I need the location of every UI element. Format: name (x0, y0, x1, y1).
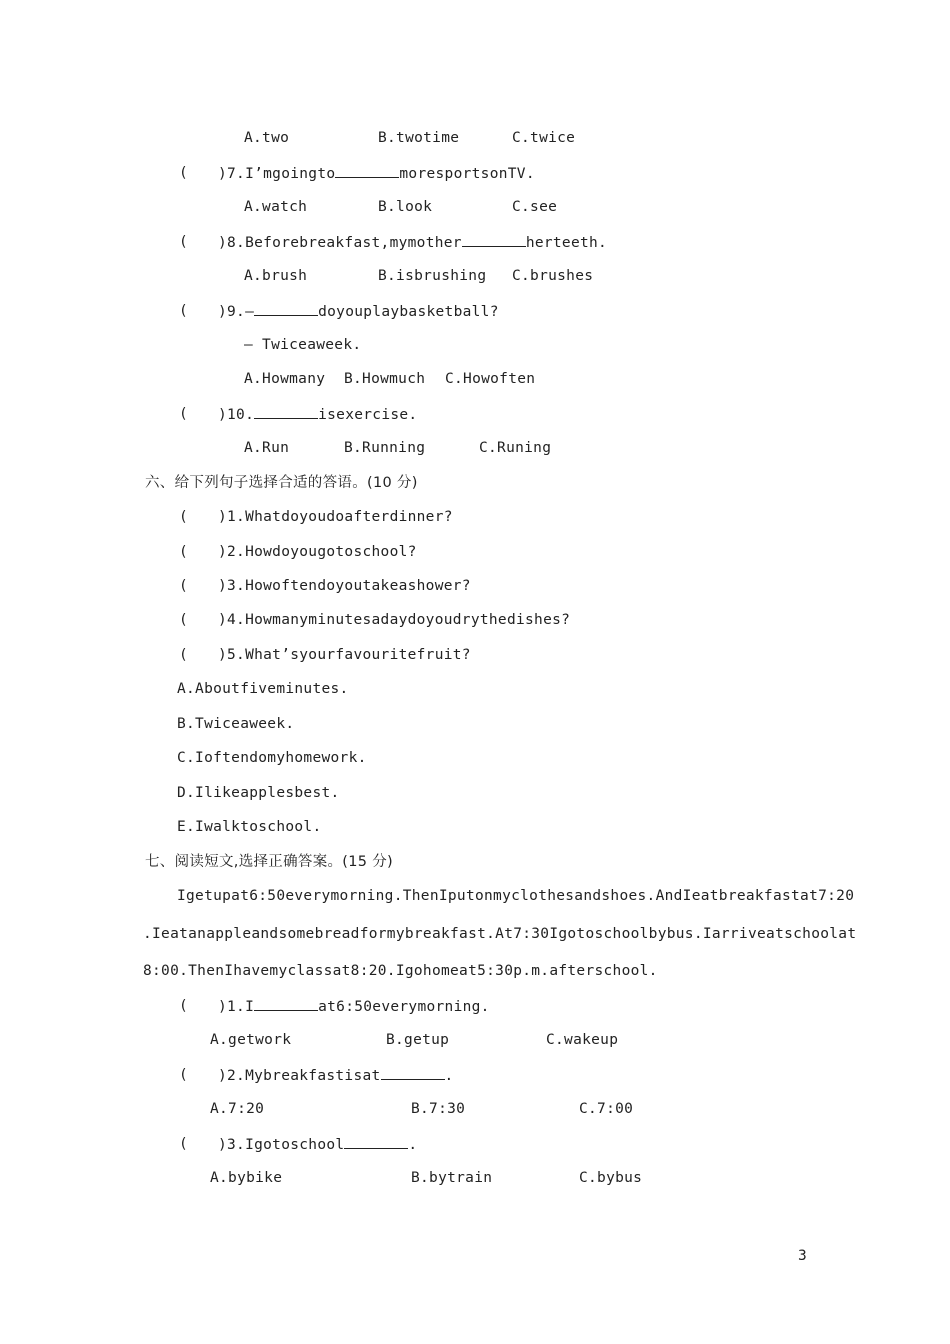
q7-option-c: C.see (512, 199, 558, 215)
s6-q3-text: )3.Howoftendoyoutakeashower? (218, 578, 471, 594)
s6-q3-paren: ( (179, 578, 188, 594)
s7-q3-paren: ( (179, 1136, 188, 1152)
q10-option-b: B.Running (344, 440, 426, 456)
s6-q4-text: )4.Howmanyminutesadaydoyoudrythedishes? (218, 612, 571, 628)
q7-option-b: B.look (378, 199, 433, 215)
q8-option-b: B.isbrushing (378, 268, 487, 284)
s6-answer-b: B.Twiceaweek. (177, 716, 295, 732)
q8-paren: ( (179, 234, 188, 250)
s7-q2-stem: )2.Mybreakfastisat . (218, 1065, 454, 1086)
s6-q1-text: )1.Whatdoyoudoafterdinner? (218, 509, 453, 525)
passage-line-1: Igetupat6:50everymorning.ThenIputonmyclothesandshoes.AndIeatbreakfastat7:20 (177, 888, 855, 904)
section6-title: 六、给下列句子选择合适的答语。(10 分) (145, 475, 418, 491)
q9-answer: — Twiceaweek. (244, 337, 362, 353)
s6-q5-text: )5.What’syourfavouritefruit? (218, 647, 471, 663)
s7-q1-stem: )1.I at6:50everymorning. (218, 996, 490, 1017)
s7-q3-stem: )3.Igotoschool . (218, 1134, 417, 1155)
q7-blank (335, 163, 399, 178)
q9-option-a: A.Howmany (244, 371, 326, 387)
s7-q3-option-c: C.bybus (579, 1170, 643, 1186)
q8-blank (462, 232, 526, 247)
s7-q2-option-c: C.7:00 (579, 1101, 634, 1117)
page-number: 3 (798, 1248, 808, 1264)
q8-option-c: C.brushes (512, 268, 594, 284)
s7-q3-option-a: A.bybike (210, 1170, 283, 1186)
q9-option-c: C.Howoften (445, 371, 536, 387)
passage-line-2: .Ieatanappleandsomebreadformybreakfast.At7:30Igotoschoolbybus.Iarriveatschoolat (143, 926, 857, 942)
q7-paren: ( (179, 165, 188, 181)
s6-q5-paren: ( (179, 647, 188, 663)
s7-q1-option-b: B.getup (386, 1032, 450, 1048)
q7-option-a: A.watch (244, 199, 308, 215)
s7-q2-option-b: B.7:30 (411, 1101, 466, 1117)
q10-option-a: A.Run (244, 440, 290, 456)
q7-stem: )7.I’mgoingto moresportsonTV. (218, 163, 535, 184)
q9-option-b: B.Howmuch (344, 371, 426, 387)
q6-option-c: C.twice (512, 130, 576, 146)
q10-blank (254, 404, 318, 419)
q6-option-a: A.two (244, 130, 290, 146)
q10-paren: ( (179, 406, 188, 422)
s6-answer-c: C.Ioftendomyhomework. (177, 750, 367, 766)
s7-q3-blank (344, 1134, 408, 1149)
q9-stem: )9.— doyouplaybasketball? (218, 301, 499, 322)
q8-stem: )8.Beforebreakfast,mymother herteeth. (218, 232, 607, 253)
s7-q1-paren: ( (179, 998, 188, 1014)
s7-q2-blank (381, 1065, 445, 1080)
q8-option-a: A.brush (244, 268, 308, 284)
q9-blank (254, 301, 318, 316)
s7-q2-option-a: A.7:20 (210, 1101, 265, 1117)
s7-q1-option-c: C.wakeup (546, 1032, 619, 1048)
s6-answer-a: A.Aboutfiveminutes. (177, 681, 349, 697)
s6-q2-text: )2.Howdoyougotoschool? (218, 544, 417, 560)
section7-title: 七、阅读短文,选择正确答案。(15 分) (145, 854, 393, 870)
s6-q1-paren: ( (179, 509, 188, 525)
q10-stem: )10. isexercise. (218, 404, 417, 425)
q9-paren: ( (179, 303, 188, 319)
q6-option-b: B.twotime (378, 130, 460, 146)
s6-answer-d: D.Ilikeapplesbest. (177, 785, 340, 801)
s6-q2-paren: ( (179, 544, 188, 560)
s6-q4-paren: ( (179, 612, 188, 628)
s7-q1-option-a: A.getwork (210, 1032, 292, 1048)
s7-q3-option-b: B.bytrain (411, 1170, 493, 1186)
s7-q1-blank (254, 996, 318, 1011)
s6-answer-e: E.Iwalktoschool. (177, 819, 322, 835)
s7-q2-paren: ( (179, 1067, 188, 1083)
passage-line-3: 8:00.ThenIhavemyclassat8:20.Igohomeat5:30p.m.afterschool. (143, 963, 658, 979)
q10-option-c: C.Runing (479, 440, 552, 456)
